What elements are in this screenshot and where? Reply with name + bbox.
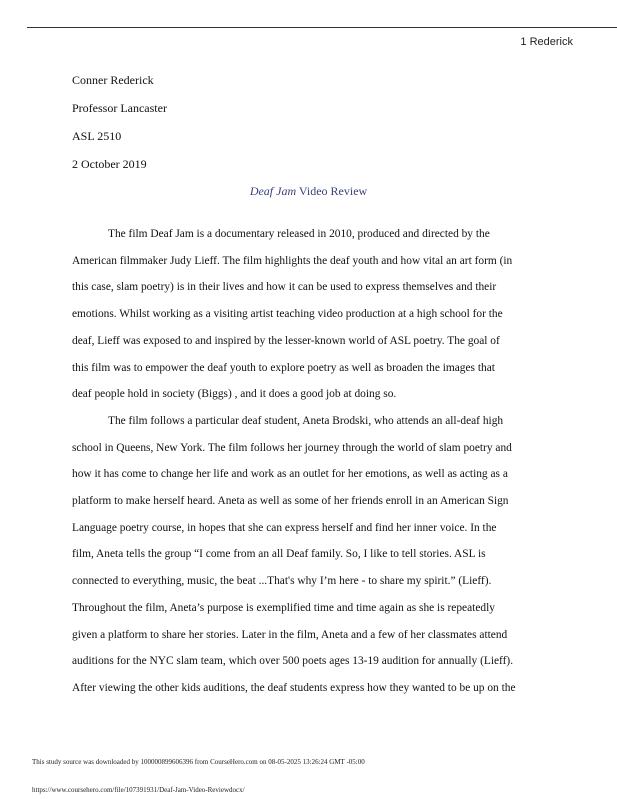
body-line: film, Aneta tells the group “I come from an all Deaf family. So, I like to tell stories. ASL is (72, 548, 486, 561)
document-date: 2 October 2019 (72, 157, 147, 171)
body-line: deaf, Lieff was exposed to and inspired by the lesser-known world of ASL poetry. The goal of (72, 334, 500, 347)
body-line: deaf people hold in society (Biggs) , and it does a good job at doing so. (72, 388, 397, 401)
body-line: The film follows a particular deaf student, Aneta Brodski, who attends an all-deaf high (108, 414, 504, 427)
download-notice: This study source was downloaded by 100000899606396 from CourseHero.com on 08-05-2025 13:26:24 GMT -05:00 (32, 758, 365, 766)
author-name: Conner Rederick (72, 73, 154, 87)
body-line: Language poetry course, in hopes that she can express herself and find her inner voice. In the (72, 521, 497, 534)
body-line: American filmmaker Judy Lieff. The film highlights the deaf youth and how vital an art form (in (72, 254, 513, 267)
title-rest: Video Review (296, 184, 368, 198)
document-body (72, 221, 547, 702)
body-line: this case, slam poetry) is in their lives and how it can be used to express themselves and their (72, 281, 497, 294)
source-url[interactable]: https://www.coursehero.com/file/107391931/Deaf-Jam-Video-Reviewdocx/ (32, 786, 245, 794)
running-header: 1 Rederick (520, 36, 573, 48)
body-line: connected to everything, music, the beat ...That's why I’m here - to share my spirit.” (Lieff). (72, 575, 492, 588)
top-divider (27, 27, 617, 28)
body-line: emotions. Whilst working as a visiting artist teaching video production at a high school for the (72, 308, 503, 321)
body-line: After viewing the other kids auditions, the deaf students express how they wanted to be up on the (72, 681, 516, 694)
body-line: Throughout the film, Aneta’s purpose is exemplified time and time again as she is repeatedly (72, 601, 495, 614)
body-line: this film was to empower the deaf youth to explore poetry as well as broaden the images that (72, 361, 495, 374)
body-line: platform to make herself heard. Aneta as well as some of her friends enroll in an American Sign (72, 495, 509, 508)
paragraph-2 (72, 408, 547, 702)
paragraph-1 (72, 221, 547, 408)
document-title (0, 184, 617, 198)
course-code: ASL 2510 (72, 129, 122, 143)
professor-name: Professor Lancaster (72, 101, 167, 115)
body-line: auditions for the NYC slam team, which over 500 poets ages 13-19 audition for annually (Lieff). (72, 655, 514, 668)
title-italic: Deaf Jam (249, 184, 297, 198)
body-line: given a platform to share her stories. Later in the film, Aneta and a few of her classmates attend (72, 628, 508, 641)
body-line: The film Deaf Jam is a documentary released in 2010, produced and directed by the (108, 228, 490, 240)
body-line: how it has come to change her life and work as an outlet for her emotions, as well as acting as a (72, 468, 508, 481)
body-line: school in Queens, New York. The film follows her journey through the world of slam poetry and (72, 441, 512, 454)
